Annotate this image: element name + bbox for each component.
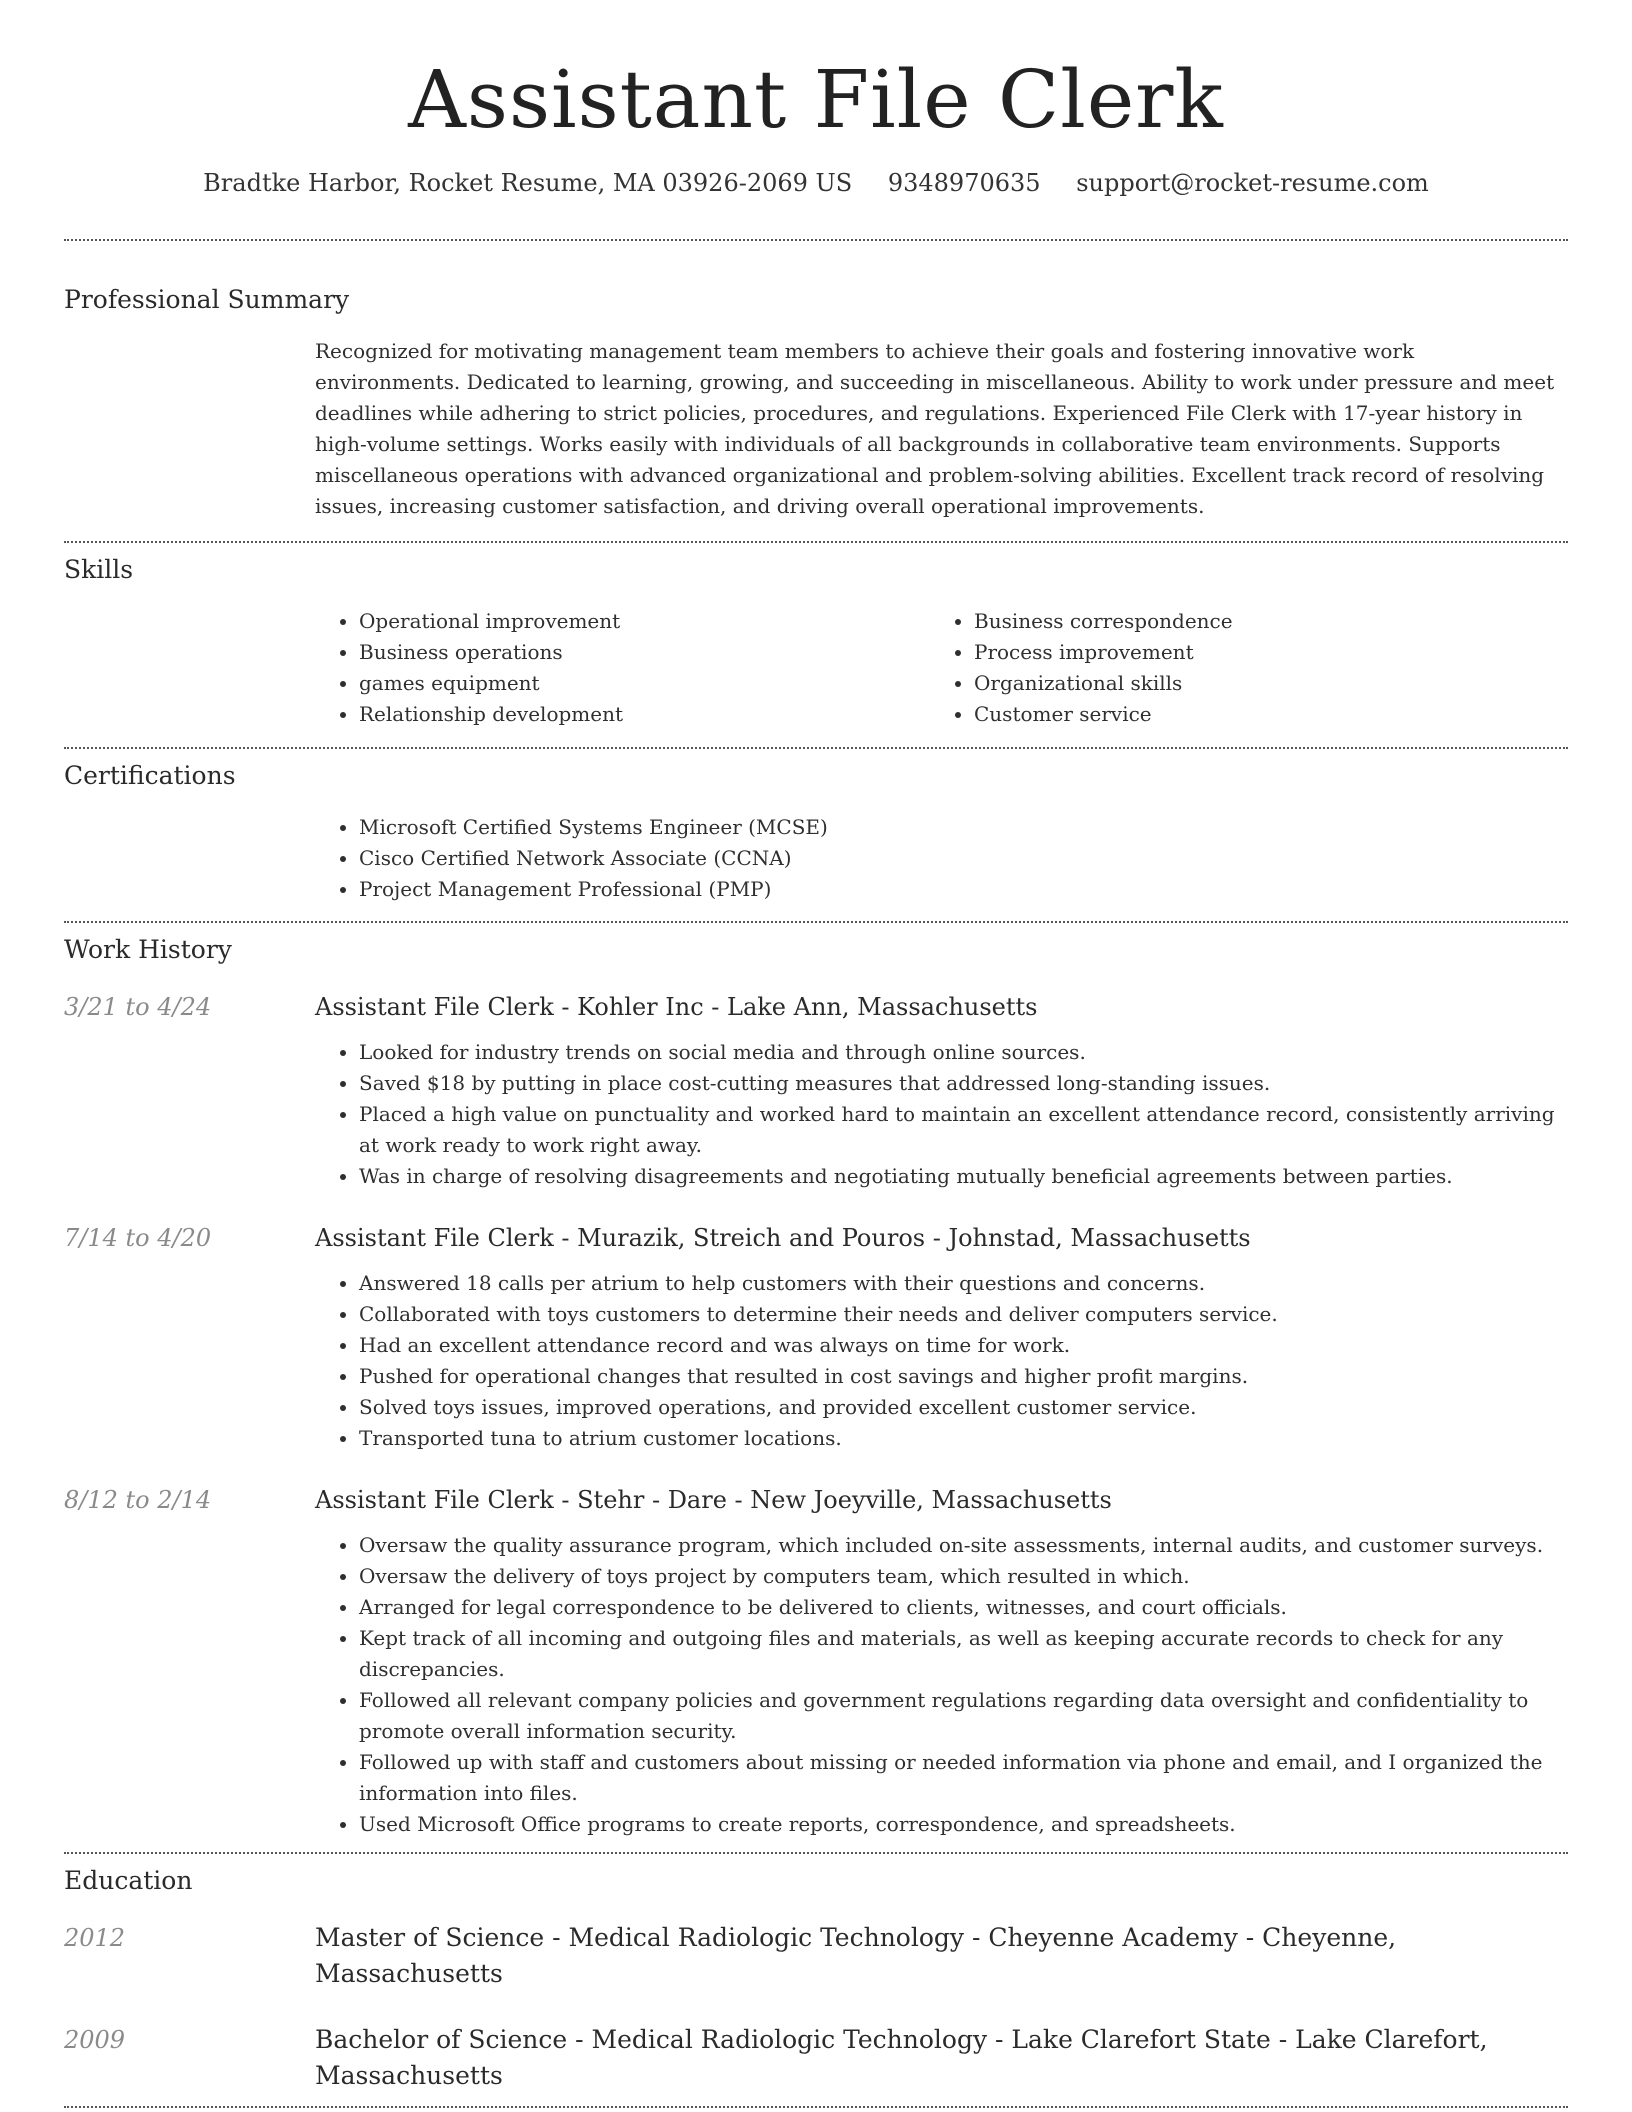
divider: [64, 2106, 1568, 2108]
education-year: 2009: [64, 2026, 126, 2054]
resume-name: Assistant File Clerk: [408, 53, 1224, 146]
skill-item: • Customer service: [974, 699, 1545, 730]
skill-item: • Operational improvement: [359, 606, 930, 637]
resume-page: [64, 0, 1568, 2108]
divider: [64, 921, 1568, 923]
summary-section: [64, 283, 1568, 522]
job-title: Assistant File Clerk - Stehr - Dare - New Joeyville, Massachusetts: [315, 1486, 1112, 1514]
job-bullet: • Pushed for operational changes that resulted in cost savings and higher profit margins.: [359, 1361, 1565, 1392]
job-header: [64, 1220, 1568, 1256]
job-bullet: • Oversaw the quality assurance program, which included on-site assessments, internal audits, and customer surveys.: [359, 1530, 1565, 1561]
section-title-work-history: Work History: [64, 935, 232, 964]
section-title-education: Education: [64, 1866, 193, 1895]
job-entry: [64, 1220, 1568, 1454]
job-bullet: • Followed all relevant company policies and government regulations regarding data oversight and confidentiality to promote overall information security.: [359, 1685, 1565, 1747]
job-title: Assistant File Clerk - Murazik, Streich and Pouros - Johnstad, Massachusetts: [315, 1224, 1251, 1252]
section-title-skills: Skills: [64, 555, 134, 584]
skill-item: • games equipment: [359, 668, 930, 699]
job-bullet: • Oversaw the delivery of toys project by computers team, which resulted in which.: [359, 1561, 1565, 1592]
divider: [64, 747, 1568, 749]
job-dates: 7/14 to 4/20: [64, 1224, 212, 1252]
certification-item: • Microsoft Certified Systems Engineer (MCSE): [359, 812, 1565, 843]
job-bullets: [315, 1037, 1565, 1192]
education-section: [64, 1864, 1568, 2094]
skills-list-right: [930, 606, 1545, 730]
certification-item: • Project Management Professional (PMP): [359, 874, 1565, 905]
skill-item: • Business operations: [359, 637, 930, 668]
job-entry: [64, 1482, 1568, 1840]
job-bullets-container: [315, 1268, 1565, 1454]
contact-phone: 9348970635: [887, 169, 1041, 197]
job-bullet: • Had an excellent attendance record and was always on time for work.: [359, 1330, 1565, 1361]
skills-list-left: [315, 606, 930, 730]
certification-item: • Cisco Certified Network Associate (CCNA): [359, 843, 1565, 874]
skill-item: • Relationship development: [359, 699, 930, 730]
job-bullet: • Followed up with staff and customers about missing or needed information via phone and email, and I organized the information into files.: [359, 1747, 1565, 1809]
divider: [64, 1852, 1568, 1854]
job-bullet: • Was in charge of resolving disagreements and negotiating mutually beneficial agreements between parties.: [359, 1161, 1565, 1192]
job-bullet: • Answered 18 calls per atrium to help customers with their questions and concerns.: [359, 1268, 1565, 1299]
skill-item: • Organizational skills: [974, 668, 1545, 699]
job-bullet: • Kept track of all incoming and outgoing files and materials, as well as keeping accurate records to check for any discrepancies.: [359, 1623, 1565, 1685]
section-title-certifications: Certifications: [64, 761, 236, 790]
job-bullet: • Solved toys issues, improved operations, and provided excellent customer service.: [359, 1392, 1565, 1423]
divider: [64, 541, 1568, 543]
skills-grid: [315, 606, 1565, 730]
education-entry: [64, 1920, 1568, 1992]
job-bullet: • Transported tuna to atrium customer locations.: [359, 1423, 1565, 1454]
section-title-summary: Professional Summary: [64, 285, 350, 314]
job-bullets: [315, 1268, 1565, 1454]
summary-text: Recognized for motivating management team members to achieve their goals and fostering innovative work environments. Dedicated to learning, growing, and succeeding in miscellaneous. Ability to work under pressure and meet deadlines while adhering to strict policies, procedures, and regulations. Experienced File Clerk with 17-year history in high-volume settings. Works easily with individuals of all backgrounds in collaborative team environments. Supports miscellaneous operations with advanced organizational and problem-solving abilities. Excellent track record of resolving issues, increasing customer satisfaction, and driving overall operational improvements.: [315, 339, 1555, 518]
skill-item: • Business correspondence: [974, 606, 1545, 637]
job-entry: [64, 989, 1568, 1192]
job-bullets-container: [315, 1530, 1565, 1840]
job-bullets-container: [315, 1037, 1565, 1192]
job-bullet: • Used Microsoft Office programs to create reports, correspondence, and spreadsheets.: [359, 1809, 1565, 1840]
job-header: [64, 1482, 1568, 1518]
certifications-section: [64, 759, 1568, 905]
job-dates: 8/12 to 2/14: [64, 1486, 212, 1514]
skills-section: [64, 553, 1568, 730]
job-title: Assistant File Clerk - Kohler Inc - Lake Ann, Massachusetts: [315, 993, 1038, 1021]
job-bullet: • Looked for industry trends on social media and through online sources.: [359, 1037, 1565, 1068]
certifications-body: [315, 812, 1565, 905]
job-bullet: • Arranged for legal correspondence to be delivered to clients, witnesses, and court officials.: [359, 1592, 1565, 1623]
divider: [64, 239, 1568, 241]
education-degree: Bachelor of Science - Medical Radiologic Technology - Lake Clarefort State - Lake Clarefort, Massachusetts: [315, 2025, 1488, 2090]
contact-address: Bradtke Harbor, Rocket Resume, MA 03926-2069 US: [203, 169, 853, 197]
work-history-section: [64, 933, 1568, 1840]
education-degree: Master of Science - Medical Radiologic Technology - Cheyenne Academy - Cheyenne, Massachusetts: [315, 1923, 1397, 1988]
job-bullet: • Saved $18 by putting in place cost-cutting measures that addressed long-standing issues.: [359, 1068, 1565, 1099]
job-bullet: • Collaborated with toys customers to determine their needs and deliver computers service.: [359, 1299, 1565, 1330]
contact-email: support@rocket-resume.com: [1076, 169, 1429, 197]
contact-line: [64, 166, 1568, 200]
education-entry: [64, 2022, 1568, 2094]
job-bullet: • Placed a high value on punctuality and worked hard to maintain an excellent attendance record, consistently arriving at work ready to work right away.: [359, 1099, 1565, 1161]
skill-item: • Process improvement: [974, 637, 1545, 668]
job-bullets: [315, 1530, 1565, 1840]
certifications-list: [315, 812, 1565, 905]
job-dates: 3/21 to 4/24: [64, 993, 212, 1021]
education-year: 2012: [64, 1924, 126, 1952]
job-header: [64, 989, 1568, 1025]
